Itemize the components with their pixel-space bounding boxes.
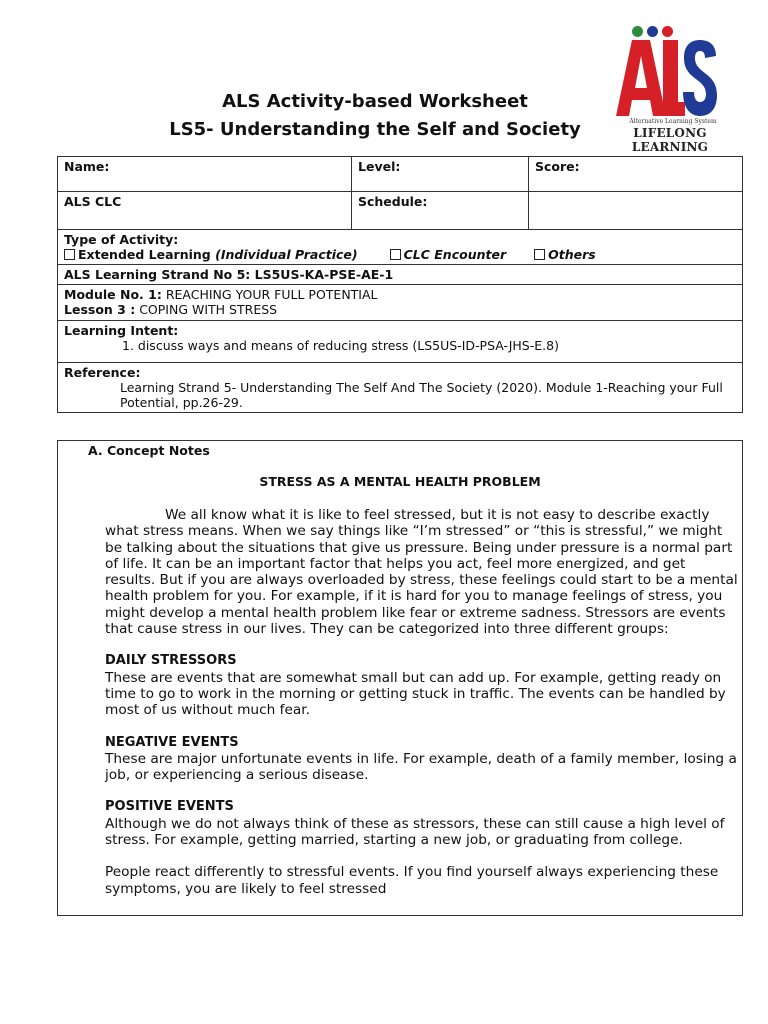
clc-encounter-label: CLC Encounter [403, 247, 507, 262]
learning-intent-item: 1. discuss ways and means of reducing stress (LS5US-ID-PSA-JHS-E.8) [122, 338, 559, 353]
extended-learning-checkbox-icon[interactable] [64, 249, 75, 260]
worksheet-subtitle: LS5- Understanding the Self and Society [169, 119, 581, 140]
worksheet-info-table [57, 156, 743, 413]
reference-label: Reference: [64, 365, 141, 380]
positive-events-title: POSITIVE EVENTS [105, 799, 234, 815]
daily-stressors-title: DAILY STRESSORS [105, 653, 237, 669]
others-option[interactable] [534, 247, 596, 262]
extended-learning-option[interactable] [64, 247, 362, 262]
als-clc-field[interactable]: ALS CLC [58, 192, 352, 230]
stress-heading: STRESS AS A MENTAL HEALTH PROBLEM [259, 474, 541, 489]
module-label: Module No. 1: [64, 287, 162, 302]
clc-encounter-option[interactable] [390, 247, 511, 262]
schedule-field[interactable]: Schedule: [352, 192, 529, 230]
als-letters-graphic [616, 38, 720, 118]
learning-intent-label: Learning Intent: [64, 323, 179, 338]
logo-motto: LIFELONG LEARNING [631, 126, 709, 154]
individual-practice-label: (Individual Practice) [215, 247, 358, 262]
logo-red-dot [662, 26, 673, 37]
closing-paragraph: People react differently to stressful events. If you find yourself always experiencing these symptoms, you are likely to feel stressed [105, 864, 719, 897]
logo-tagline: Alternative Learning System [629, 118, 717, 125]
intro-paragraph: We all know what it is like to feel stressed, but it is not easy to describe exactly what stress means. When we say things like “I’m stressed” or “this is stressful,” we might be talking about the situations that give us pressure. Being under pressure is a normal part of life. It can be an important factor that helps you act, feel more energized, and get results. But if you are always overloaded by stress, these feelings could start to be a mental health problem for you. For example, if it is hard for you to manage feelings of stress, you might develop a mental health problem like fear or extreme sadness. Stressors are events that cause stress in our lives. They can be categorized into three different groups: [105, 507, 738, 638]
module-value: REACHING YOUR FULL POTENTIAL [165, 287, 378, 302]
level-field[interactable]: Level: [352, 157, 529, 192]
worksheet-title-block [150, 88, 600, 144]
lesson-label: Lesson 3 : [64, 302, 136, 317]
worksheet-title: ALS Activity-based Worksheet [222, 91, 528, 112]
concept-notes-heading: A. Concept Notes [88, 443, 210, 458]
schedule-value-cell[interactable] [529, 192, 743, 230]
learning-intent-row [58, 321, 743, 363]
reference-row [58, 363, 743, 413]
logo-green-dot [632, 26, 643, 37]
clc-encounter-checkbox-icon[interactable] [390, 249, 401, 260]
lesson-value: COPING WITH STRESS [139, 302, 278, 317]
logo-blue-dot [647, 26, 658, 37]
activity-type-label: Type of Activity: [64, 232, 179, 247]
negative-events-text: These are major unfortunate events in life. For example, death of a family member, losing a job, or experiencing a serious disease. [105, 750, 737, 784]
name-field[interactable]: Name: [58, 157, 352, 192]
concept-notes-body [105, 507, 739, 913]
negative-events-title: NEGATIVE EVENTS [105, 734, 239, 750]
others-label: Others [548, 247, 596, 262]
others-checkbox-icon[interactable] [534, 249, 545, 260]
extended-learning-label: Extended Learning [78, 247, 216, 262]
learning-strand-row: ALS Learning Strand No 5: LS5US-KA-PSE-AE-1 [58, 265, 743, 285]
positive-events-text: Although we do not always think of these as stressors, these can still cause a high level of stress. For example, getting married, starting a new job, or graduating from college. [105, 815, 725, 849]
als-logo [598, 24, 738, 154]
daily-stressors-text: These are events that are somewhat small but can add up. For example, getting ready on time to go to work in the morning or getting stuck in traffic. The events can be handled by most of us without much fear. [105, 669, 726, 719]
activity-type-row [58, 230, 743, 265]
module-lesson-row [58, 285, 743, 321]
reference-text: Learning Strand 5- Understanding The Self And The Society (2020). Module 1-Reaching your Full Potential, pp.26-29. [120, 380, 723, 410]
concept-notes-box [57, 440, 743, 916]
score-field[interactable]: Score: [529, 157, 743, 192]
